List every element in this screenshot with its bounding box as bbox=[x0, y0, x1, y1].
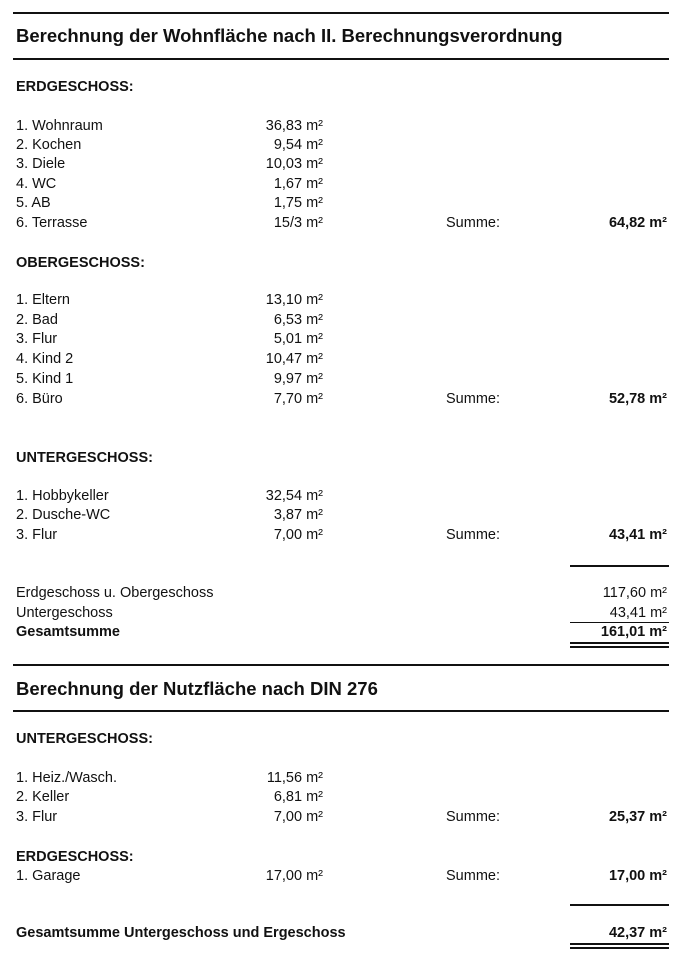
table-row bbox=[0, 507, 700, 526]
double-rule-top bbox=[570, 642, 669, 644]
grand-total-row bbox=[0, 624, 700, 643]
title-underline bbox=[13, 58, 669, 60]
sum-label: Summe: bbox=[446, 868, 500, 884]
room-area: 7,70 m² bbox=[273, 391, 323, 407]
wohnflaeche-title: Berechnung der Wohnfläche nach II. Berechnungsverordnung bbox=[16, 25, 563, 46]
room-label: 1. Hobbykeller bbox=[16, 488, 109, 504]
section-sum: 25,37 m² bbox=[608, 809, 667, 825]
room-label: 3. Flur bbox=[16, 527, 58, 543]
table-row bbox=[0, 215, 700, 234]
room-area: 13,10 m² bbox=[265, 292, 323, 308]
section-heading-untergeschoss: UNTERGESCHOSS: bbox=[16, 731, 153, 747]
section-heading-obergeschoss: OBERGESCHOSS: bbox=[16, 255, 145, 271]
total-label: Erdgeschoss u. Obergeschoss bbox=[16, 585, 214, 601]
room-label: 2. Kochen bbox=[16, 137, 82, 153]
section-rule bbox=[13, 664, 669, 666]
table-row bbox=[0, 868, 700, 887]
nutzflaeche-title: Berechnung der Nutzfläche nach DIN 276 bbox=[16, 678, 378, 699]
room-label: 5. AB bbox=[16, 195, 51, 211]
table-row bbox=[0, 371, 700, 390]
section-sum: 43,41 m² bbox=[608, 527, 667, 543]
room-label: 4. WC bbox=[16, 176, 57, 192]
table-row bbox=[0, 156, 700, 175]
room-label: 6. Büro bbox=[16, 391, 63, 407]
room-area: 15/3 m² bbox=[273, 215, 323, 231]
room-area: 6,53 m² bbox=[273, 312, 323, 328]
table-row bbox=[0, 391, 700, 410]
section-sum: 17,00 m² bbox=[608, 868, 667, 884]
room-area: 1,67 m² bbox=[273, 176, 323, 192]
table-row bbox=[0, 809, 700, 828]
room-area: 10,03 m² bbox=[265, 156, 323, 172]
grand-total-value: 161,01 m² bbox=[600, 624, 667, 640]
room-area: 32,54 m² bbox=[265, 488, 323, 504]
section-sum: 64,82 m² bbox=[608, 215, 667, 231]
table-row bbox=[0, 195, 700, 214]
room-label: 3. Flur bbox=[16, 331, 58, 347]
room-label: 2. Dusche-WC bbox=[16, 507, 111, 523]
sum-label: Summe: bbox=[446, 809, 500, 825]
grand-total-row bbox=[0, 925, 700, 944]
title-underline bbox=[13, 710, 669, 712]
section-heading-untergeschoss: UNTERGESCHOSS: bbox=[16, 450, 153, 466]
table-row bbox=[0, 292, 700, 311]
room-label: 4. Kind 2 bbox=[16, 351, 74, 367]
double-rule-bottom bbox=[570, 947, 669, 949]
room-area: 9,97 m² bbox=[273, 371, 323, 387]
room-area: 10,47 m² bbox=[265, 351, 323, 367]
room-area: 7,00 m² bbox=[273, 809, 323, 825]
room-label: 2. Bad bbox=[16, 312, 58, 328]
table-row bbox=[0, 137, 700, 156]
room-area: 9,54 m² bbox=[273, 137, 323, 153]
room-area: 7,00 m² bbox=[273, 527, 323, 543]
room-label: 1. Heiz./Wasch. bbox=[16, 770, 117, 786]
totals-rule bbox=[570, 565, 669, 567]
room-label: 1. Wohnraum bbox=[16, 118, 103, 134]
totals-rule bbox=[570, 904, 669, 906]
total-label: Untergeschoss bbox=[16, 605, 113, 621]
room-area: 36,83 m² bbox=[265, 118, 323, 134]
double-rule-top bbox=[570, 943, 669, 945]
room-area: 5,01 m² bbox=[273, 331, 323, 347]
grand-total-label: Gesamtsumme bbox=[16, 624, 120, 640]
room-label: 6. Terrasse bbox=[16, 215, 88, 231]
room-label: 1. Eltern bbox=[16, 292, 70, 308]
sum-label: Summe: bbox=[446, 391, 500, 407]
room-label: 5. Kind 1 bbox=[16, 371, 74, 387]
table-row bbox=[0, 118, 700, 137]
room-area: 11,56 m² bbox=[266, 770, 323, 786]
room-label: 1. Garage bbox=[16, 868, 81, 884]
room-area: 3,87 m² bbox=[273, 507, 323, 523]
grand-total-value: 42,37 m² bbox=[608, 925, 667, 941]
table-row bbox=[0, 351, 700, 370]
sum-label: Summe: bbox=[446, 527, 500, 543]
room-area: 1,75 m² bbox=[273, 195, 323, 211]
sum-label: Summe: bbox=[446, 215, 500, 231]
table-row bbox=[0, 527, 700, 546]
double-rule-bottom bbox=[570, 646, 669, 648]
table-row bbox=[0, 789, 700, 808]
section-heading-erdgeschoss: ERDGESCHOSS: bbox=[16, 79, 134, 95]
room-label: 3. Diele bbox=[16, 156, 66, 172]
table-row bbox=[0, 176, 700, 195]
total-value: 43,41 m² bbox=[609, 605, 667, 621]
total-row bbox=[0, 585, 700, 604]
grand-total-label: Gesamtsumme Untergeschoss und Ergeschoss bbox=[16, 925, 346, 941]
total-value: 117,60 m² bbox=[602, 585, 667, 601]
table-row bbox=[0, 312, 700, 331]
room-label: 3. Flur bbox=[16, 809, 58, 825]
room-area: 6,81 m² bbox=[273, 789, 323, 805]
room-label: 2. Keller bbox=[16, 789, 70, 805]
subtotal-rule bbox=[570, 622, 669, 623]
section-sum: 52,78 m² bbox=[608, 391, 667, 407]
table-row bbox=[0, 331, 700, 350]
section-heading-erdgeschoss: ERDGESCHOSS: bbox=[16, 849, 134, 865]
room-area: 17,00 m² bbox=[265, 868, 323, 884]
top-rule bbox=[13, 12, 669, 14]
table-row bbox=[0, 488, 700, 507]
table-row bbox=[0, 770, 700, 789]
